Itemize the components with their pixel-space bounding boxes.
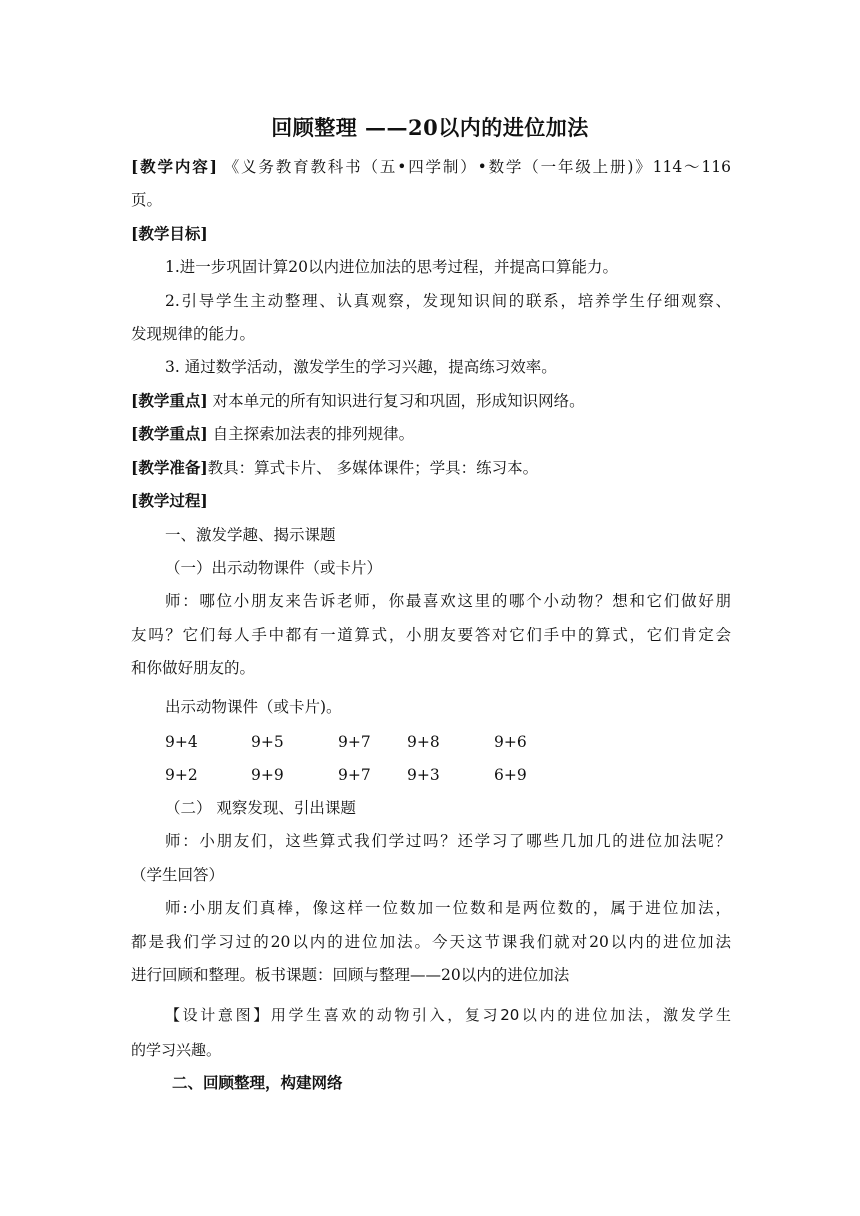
objectives-label: [教学目标]: [131, 224, 208, 243]
key-point-line: [131, 390, 731, 412]
design-intent: 【设计意图】用学生喜欢的动物引入，复习20以内的进位加法，激发学生: [165, 1006, 731, 1024]
objective-item-3: 3. 通过数学活动，激发学生的学习兴趣，提高练习效率。: [165, 358, 557, 376]
equation-item: 9+3: [407, 766, 440, 784]
teacher-speech-1: 师：哪位小朋友来告诉老师，你最喜欢这里的哪个小动物？想和它们做好朋: [165, 592, 731, 610]
difficulty-text: 自主探索加法表的排列规律。: [212, 425, 415, 443]
preparation-label: [教学准备]: [131, 458, 208, 477]
teacher-speech-3-cont: 都是我们学习过的20以内的进位加法。今天这节课我们就对20以内的进位加法: [131, 933, 731, 951]
equation-item: 9+5: [251, 733, 284, 751]
content-line: [131, 156, 731, 178]
preparation-line: [131, 457, 731, 479]
content-text-cont: 页。: [131, 191, 163, 209]
preparation-text: 教具：算式卡片、 多媒体课件；学具：练习本。: [207, 459, 539, 477]
objective-item-2-cont: 发现规律的能力。: [131, 325, 256, 343]
difficulty-label: [教学重点]: [131, 424, 208, 443]
design-intent-cont: 的学习兴趣。: [131, 1041, 222, 1059]
equation-item: 6+9: [494, 766, 527, 784]
teacher-speech-3: 师:小朋友们真棒，像这样一位数加一位数和是两位数的，属于进位加法，: [165, 899, 731, 917]
equation-item: 9+4: [165, 733, 198, 751]
equation-item: 9+6: [494, 733, 527, 751]
content-text: 《义务教育教科书（五•四学制）•数学（一年级上册)》114～116: [223, 158, 731, 176]
process-label: [教学过程]: [131, 491, 208, 510]
subsection-2-heading: （二） 观察发现、引出课题: [165, 799, 356, 817]
equation-item: 9+7: [338, 766, 371, 784]
teacher-speech-1-cont: 友吗？它们每人手中都有一道算式，小朋友要答对它们手中的算式，它们肯定会: [131, 626, 731, 644]
section-2-heading: 二、回顾整理，构建网络: [172, 1073, 343, 1092]
equation-item: 9+2: [165, 766, 198, 784]
objective-item-1: 1.进一步巩固计算20以内进位加法的思考过程，并提高口算能力。: [165, 258, 619, 276]
equation-item: 9+8: [407, 733, 440, 751]
teacher-speech-2: 师：小朋友们，这些算式我们学过吗？还学习了哪些几加几的进位加法呢？: [165, 832, 731, 850]
teacher-speech-1-end: 和你做好朋友的。: [131, 659, 256, 677]
key-point-label: [教学重点]: [131, 391, 208, 410]
document-title: 回顾整理 ——20以内的进位加法: [271, 115, 589, 140]
difficulty-line: [131, 423, 731, 445]
student-answer-note: （学生回答）: [131, 866, 225, 884]
objective-item-2: 2.引导学生主动整理、认真观察，发现知识间的联系，培养学生仔细观察、: [165, 292, 731, 310]
subsection-1-heading: （一）出示动物课件（或卡片）: [165, 559, 383, 577]
equation-item: 9+7: [338, 733, 371, 751]
content-label: [教学内容]: [131, 157, 217, 176]
show-cards-text: 出示动物课件（或卡片)。: [165, 698, 342, 716]
key-point-text: 对本单元的所有知识进行复习和巩固，形成知识网络。: [212, 392, 585, 410]
section-1-heading: 一、激发学趣、揭示课题: [165, 526, 336, 544]
equation-item: 9+9: [251, 766, 284, 784]
teacher-speech-3-end: 进行回顾和整理。板书课题：回顾与整理——20以内的进位加法: [131, 966, 570, 984]
